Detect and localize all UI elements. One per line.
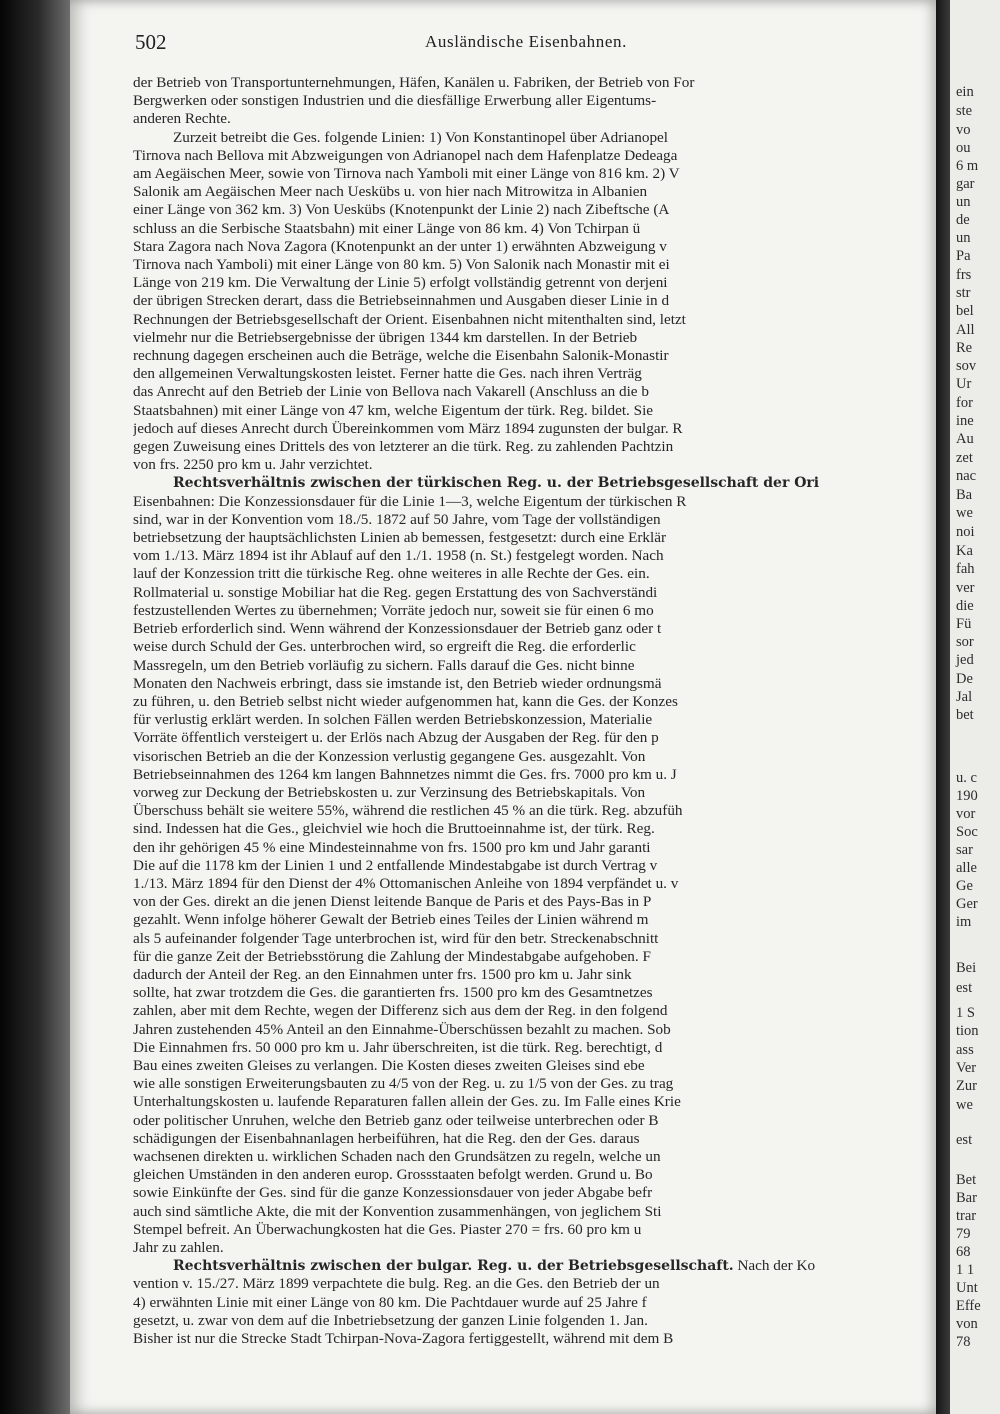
text-run: Betrieb erforderlich sind. Wenn während der Konzessionsdauer der Betrieb ganz oder t (133, 620, 662, 638)
text-run: Eisenbahnen: Die Konzessionsdauer für die Linie 1—3, welche Eigentum der türkischen R (133, 492, 687, 510)
next-page-fragment: bet (956, 707, 974, 723)
text-run: der Betrieb von Transportunternehmungen, Häfen, Kanälen u. Fabriken, der Betrieb von For (133, 74, 695, 91)
section-heading: Rechtsverhältnis zwischen der türkischen Reg. u. der Betriebsgesellschaft der Ori (173, 475, 820, 492)
text-line (133, 1184, 933, 1202)
text-run: Vorräte öffentlich versteigert u. der Erlös nach Abzug der Ausgaben der Reg. für den p (133, 729, 659, 747)
text-line (133, 1112, 933, 1130)
text-run: Unterhaltungskosten u. laufende Reparaturen fallen allein der Ges. zu. Im Falle eines Krie (133, 1093, 681, 1111)
text-run: Länge von 219 km. Die Verwaltung der Linie 5) erfolgt vollständig getrennt von derjeni (133, 274, 668, 292)
text-line (133, 201, 933, 219)
next-page-fragment: we (956, 1097, 973, 1113)
next-page-fragment: Jal (956, 689, 973, 705)
scan-left-edge (0, 0, 70, 1414)
text-run: sollte, hat zwar trotzdem die Ges. die garantierten frs. 1500 pro km des Gesamtnetzes (133, 984, 653, 1002)
text-line (133, 1039, 933, 1057)
next-page-fragment: Bet (956, 1172, 977, 1188)
next-page-fragment: 68 (956, 1244, 971, 1260)
text-run: 1./13. März 1894 für den Dienst der 4% Ottomanischen Anleihe von 1894 verpfändet u. v (133, 874, 679, 892)
text-run: sind. Indessen hat die Ges., gleichviel wie hoch die Bruttoeinnahme ist, der türk. Reg. (133, 820, 655, 838)
text-run: vention v. 15./27. März 1899 verpachtete die bulg. Reg. an die Ges. den Betrieb der un (133, 1275, 660, 1293)
next-page-fragment: 79 (956, 1226, 971, 1242)
text-line (133, 820, 933, 838)
text-line (133, 711, 933, 729)
text-line (133, 1203, 933, 1221)
text-run: Staatsbahnen) mit einer Länge von 47 km, welche Eigentum der türk. Reg. bildet. Sie (133, 401, 654, 419)
text-line (133, 584, 933, 602)
next-page-fragment: Re (956, 340, 973, 356)
next-page-fragment: Ge (956, 878, 973, 894)
text-run: lauf der Konzession tritt die türkische Reg. ohne weiteres in alle Rechte der Ges. ein. (133, 565, 650, 583)
text-line (133, 1057, 933, 1075)
text-run: vielmehr nur die Betriebsergebnisse der übrigen 1344 km darstellen. In der Betrieb (133, 328, 638, 346)
text-run: am Aegäischen Meer, sowie von Tirnova nach Yamboli mit einer Länge von 816 km. 2) V (133, 165, 680, 183)
paragraph (133, 474, 933, 1257)
next-page-fragment: tion (956, 1023, 979, 1039)
text-line (133, 802, 933, 820)
text-line (133, 420, 933, 438)
next-page-fragment: nac (956, 468, 977, 484)
paragraph (133, 74, 933, 129)
text-run: Rollmaterial u. sonstige Mobiliar hat die Reg. gegen Erstattung des von Sachverständi (133, 583, 658, 601)
next-page-fragment: Bar (956, 1190, 977, 1206)
text-run: das Anrecht auf den Betrieb der Linie von Bellova nach Vakarell (Anschluss an die b (133, 383, 649, 401)
text-line (133, 620, 933, 638)
next-page-fragment: im (956, 914, 972, 930)
text-line (133, 729, 933, 747)
text-line (133, 493, 933, 511)
text-run: rechnung dagegen erscheinen auch die Beträge, welche die Eisenbahn Salonik-Monastir (133, 347, 669, 365)
text-line (133, 1166, 933, 1184)
next-page-fragment: 1 S (956, 1005, 975, 1021)
next-page-fragment: un (956, 230, 971, 246)
text-line (133, 165, 933, 183)
next-page-fragment: we (956, 505, 973, 521)
text-line (133, 1221, 933, 1239)
next-page-fragment: De (956, 671, 973, 687)
text-line (133, 220, 933, 238)
text-run: Massregeln, um den Betrieb vorläufig zu sichern. Falls darauf die Ges. nicht binne (133, 656, 635, 674)
next-page-fragment: 1 1 (956, 1262, 975, 1278)
text-line (133, 1075, 933, 1093)
next-page-fragment: All (956, 322, 975, 338)
next-page-fragment: Soc (956, 824, 978, 840)
text-run: zu führen, u. den Betrieb selbst nicht wieder aufgenommen hat, kann die Ges. der Konzes (133, 692, 678, 710)
text-line (133, 511, 933, 529)
next-page-fragment: ein (956, 84, 974, 100)
text-line (133, 110, 933, 128)
text-line (133, 347, 933, 365)
text-line (133, 383, 933, 401)
text-line (133, 183, 933, 201)
text-line (133, 529, 933, 547)
text-line (133, 1130, 933, 1148)
text-line (133, 1093, 933, 1111)
text-line (133, 292, 933, 310)
text-line (133, 602, 933, 620)
text-run: Stara Zagora nach Nova Zagora (Knotenpunkt an der unter 1) erwähnten Abzweigung v (133, 237, 667, 255)
text-run: vorweg zur Deckung der Betriebskosten u. zur Verzinsung des Betriebskapitals. Von (133, 783, 646, 801)
text-line (133, 147, 933, 165)
text-run: Nach der Ko (733, 1257, 816, 1275)
next-page-fragment: Ver (956, 1060, 977, 1076)
next-page-fragment: sov (956, 358, 977, 374)
body-text (133, 74, 933, 1404)
text-line (133, 238, 933, 256)
text-line (133, 402, 933, 420)
text-run: Jahren zustehenden 45% Anteil an den Einnahme-Überschüssen bezahlt zu machen. Sob (133, 1020, 671, 1038)
next-page-fragment: frs (956, 267, 972, 283)
text-run: wie alle sonstigen Erweiterungsbauten zu 4/5 von der Reg. u. zu 1/5 von der Ges. zu trag (133, 1075, 674, 1093)
next-page-fragment: von (956, 1316, 978, 1332)
next-page-fragment: for (956, 395, 973, 411)
text-line (133, 857, 933, 875)
text-line (133, 329, 933, 347)
text-run: zahlen, aber mit dem Rechte, wegen der Differenz sich aus dem der Reg. in den folgend (133, 1002, 668, 1020)
next-page-fragment: ou (956, 140, 971, 156)
next-page-fragment: Bei (956, 960, 977, 976)
text-run: für verlustig erklärt werden. In solchen Fällen werden Betriebskonzession, Materialie (133, 711, 653, 729)
text-run: Bisher ist nur die Strecke Stadt Tchirpan-Nova-Zagora fertiggestellt, während mit dem B (133, 1330, 674, 1348)
next-page-fragment: ste (956, 103, 973, 119)
text-run: Rechnungen der Betriebsgesellschaft der Orient. Eisenbahnen nicht mitenthalten sind, letzt (133, 310, 686, 328)
running-title: Ausländische Eisenbahnen. (425, 32, 627, 51)
paragraph (133, 129, 933, 475)
text-run: auch sind sämtliche Akte, die mit der Konvention zusammenhängen, von jeglichem Sti (133, 1202, 662, 1220)
text-run: Bau eines zweiten Gleises zu verlangen. Die Kosten dieses zweiten Gleises sind ebe (133, 1056, 645, 1074)
text-run: Jahr zu zahlen. (133, 1239, 224, 1256)
next-page-fragment: Ka (956, 543, 973, 559)
next-page-fragment: 6 m (956, 158, 979, 174)
text-run: gleichen Umständen in den anderen europ. Grossstaaten befolgt werden. Grund u. Bo (133, 1166, 653, 1184)
next-page-fragment: ver (956, 580, 975, 596)
text-line (133, 311, 933, 329)
page-header (135, 30, 925, 60)
text-run: einer Länge von 362 km. 3) Von Ueskübs (Knotenpunkt der Linie 2) nach Zibeftsche (A (133, 201, 670, 219)
next-page-fragment: Fü (956, 616, 972, 632)
text-run: Überschuss behält sie weitere 55%, während die restlichen 45 % an die türk. Reg. abzufüh (133, 802, 683, 820)
text-run: den ihr gehörigen 45 % eine Mindesteinnahme von frs. 1500 pro km und Jahr garanti (133, 838, 651, 856)
next-page-fragment: Unt (956, 1280, 978, 1296)
next-page-fragment: un (956, 194, 971, 210)
next-page-fragment: ass (956, 1042, 974, 1058)
text-line (133, 766, 933, 784)
text-run: als 5 aufeinander folgender Tage unterbrochen ist, wird für den betr. Streckenabschnitt (133, 929, 659, 947)
text-line (133, 1275, 933, 1293)
next-page-fragment: 78 (956, 1334, 971, 1350)
text-line (133, 74, 933, 92)
text-run: Monaten den Nachweis erbringt, dass sie imstande ist, den Betrieb wieder ordnungsmä (133, 674, 662, 692)
next-page-fragment: str (956, 285, 971, 301)
text-line (133, 274, 933, 292)
text-run: weise durch Schuld der Ges. unterbrochen wird, so ergreift die Reg. die erforderlic (133, 638, 636, 656)
next-page-fragment: bel (956, 303, 974, 319)
text-run: Salonik am Aegäischen Meer nach Ueskübs u. von hier nach Mitrowitza in Albanien (133, 183, 648, 201)
text-run: von der Ges. direkt an die jenen Dienst leitende Banque de Paris et des Pays-Bas in P (133, 893, 652, 911)
text-run: visorischen Betrieb an die der Konzession verlustig gegangene Ges. ausgezahlt. Von (133, 747, 646, 765)
text-run: Stempel befreit. An Überwachungkosten hat die Ges. Piaster 270 = frs. 60 pro km u (133, 1220, 642, 1238)
text-line (133, 129, 933, 147)
text-line (133, 748, 933, 766)
next-page-fragment: jed (956, 652, 974, 668)
text-run: Die Einnahmen frs. 50 000 pro km u. Jahr überschreiten, ist die türk. Reg. berechtigt, d (133, 1038, 663, 1056)
text-line (133, 1312, 933, 1330)
text-run: festzustellenden Wertes zu übernehmen; Vorräte jedoch nur, soweit sie für einen 6 mo (133, 601, 654, 619)
text-run: Tirnova nach Bellova mit Abzweigungen von Adrianopel nach dem Hafenplatze Dedeaga (133, 146, 678, 164)
next-page-fragment: noi (956, 524, 975, 540)
text-line (133, 547, 933, 565)
text-line (133, 839, 933, 857)
text-line (133, 966, 933, 984)
text-line (133, 1021, 933, 1039)
next-page-fragment: zet (956, 450, 973, 466)
text-run: anderen Rechte. (133, 110, 231, 128)
next-page-fragment: Ger (956, 896, 978, 912)
next-page-fragment: 190 (956, 788, 978, 804)
text-line (133, 675, 933, 693)
text-line (133, 1148, 933, 1166)
next-page-fragment: Au (956, 431, 974, 447)
text-line (133, 930, 933, 948)
text-run: vom 1./13. März 1894 ist ihr Ablauf auf den 1./1. 1958 (n. St.) festgelegt worden. Nach (133, 547, 664, 565)
text-line (133, 92, 933, 110)
text-line (133, 474, 933, 492)
text-run: jedoch auf dieses Anrecht durch Übereinkommen vom März 1894 zugunsten der bulgar. R (133, 419, 683, 437)
next-page-fragment: ine (956, 413, 974, 429)
next-page-edge (950, 0, 1000, 1414)
text-run: betriebsetzung der hauptsächlichsten Linien ab bemessen, festgesetzt: durch eine Erklär (133, 529, 667, 547)
text-run: schädigungen der Eisenbahnanlagen herbeiführen, hat die Reg. den der Ges. daraus (133, 1129, 640, 1147)
next-page-fragment: Ur (956, 376, 972, 392)
page-number: 502 (135, 30, 167, 54)
text-run: dadurch der Anteil der Reg. an den Einnahmen unter frs. 1500 pro km u. Jahr sink (133, 965, 632, 983)
text-run: 4) erwähnten Linie mit einer Länge von 80 km. Die Pachtdauer wurde auf 25 Jahre f (133, 1293, 647, 1311)
text-line (133, 456, 933, 474)
text-line (133, 984, 933, 1002)
next-page-fragment: Ba (956, 487, 973, 503)
text-line (133, 365, 933, 383)
next-page-fragment: de (956, 212, 970, 228)
text-line (133, 1239, 933, 1257)
text-run: schluss an die Serbische Staatsbahn) mit einer Länge von 86 km. 4) Von Tchirpan ü (133, 219, 641, 237)
text-line (133, 565, 933, 583)
next-page-fragment: die (956, 598, 974, 614)
text-run: Betriebseinnahmen des 1264 km langen Bahnnetzes nimmt die Ges. frs. 7000 pro km u. J (133, 765, 677, 783)
text-run: Zurzeit betreibt die Ges. folgende Linien: 1) Von Konstantinopel über Adrianopel (173, 128, 669, 146)
next-page-fragment: Zur (956, 1078, 977, 1094)
next-page-fragment: u. c (956, 770, 977, 786)
text-line (133, 693, 933, 711)
text-line (133, 911, 933, 929)
text-line (133, 875, 933, 893)
next-page-fragment: Pa (956, 248, 971, 264)
next-page-fragment: vor (956, 806, 976, 822)
next-page-fragment: gar (956, 176, 975, 192)
next-page-fragment: vo (956, 122, 971, 138)
text-run: von frs. 2250 pro km u. Jahr verzichtet. (133, 456, 373, 474)
next-page-fragment: sor (956, 634, 974, 650)
text-run: wachsenen direkten u. wirklichen Schaden nach den Grundsätzen zu regeln, welche un (133, 1147, 661, 1165)
text-run: gezahlt. Wenn infolge höherer Gewalt der Betrieb eines Teiles der Linien während m (133, 911, 649, 929)
text-run: der übrigen Strecken derart, dass die Betriebseinnahmen und Ausgaben dieser Linie in d (133, 292, 670, 310)
text-run: gegen Zuweisung eines Drittels des von letzterer an die türk. Reg. zu zahlenden Pachtzin (133, 438, 674, 456)
text-run: für die ganze Zeit der Betriebsstörung die Zahlung der Mindestabgabe aufgehoben. F (133, 947, 651, 965)
text-line (133, 784, 933, 802)
text-line (133, 893, 933, 911)
next-page-fragment: est (956, 980, 973, 996)
text-run: den allgemeinen Verwaltungskosten leistet. Ferner hatte die Ges. nach ihren Verträg (133, 365, 642, 383)
text-run: sind, war in der Konvention vom 18./5. 1872 auf 50 Jahre, vom Tage der vollständigen (133, 510, 661, 528)
next-page-fragment: fah (956, 561, 975, 577)
text-run: Tirnova nach Yamboli) mit einer Länge von 80 km. 5) Von Salonik nach Monastir mit ei (133, 256, 670, 274)
text-line (133, 1257, 933, 1275)
text-run: Die auf die 1178 km der Linien 1 und 2 entfallende Mindestabgabe ist durch Vertrag v (133, 856, 658, 874)
next-page-fragment: alle (956, 860, 977, 876)
next-page-fragment: sar (956, 842, 973, 858)
text-run: oder politischer Unruhen, welche den Betrieb ganz oder teilweise unterbrechen oder B (133, 1111, 659, 1129)
text-line (133, 256, 933, 274)
text-line (133, 638, 933, 656)
text-run: gesetzt, u. zwar von dem auf die Inbetriebsetzung der ganzen Linie folgenden 1. Jan. (133, 1311, 648, 1329)
next-page-fragment: est (956, 1132, 973, 1148)
book-gutter (936, 0, 950, 1414)
text-line (133, 1294, 933, 1312)
text-run: sowie Einkünfte der Ges. sind für die ganze Konzessionsdauer von jeder Abgabe befr (133, 1184, 653, 1202)
text-line (133, 657, 933, 675)
section-heading: Rechtsverhältnis zwischen der bulgar. Reg. u. der Betriebsgesellschaft. (173, 1258, 734, 1275)
text-line (133, 948, 933, 966)
next-page-fragment: Effe (956, 1298, 981, 1314)
text-line (133, 1002, 933, 1020)
text-run: Bergwerken oder sonstigen Industrien und die diesfällige Erwerbung aller Eigentums- (133, 92, 657, 110)
next-page-fragment: trar (956, 1208, 977, 1224)
text-line (133, 1330, 933, 1348)
text-line (133, 438, 933, 456)
paragraph (133, 1257, 933, 1348)
